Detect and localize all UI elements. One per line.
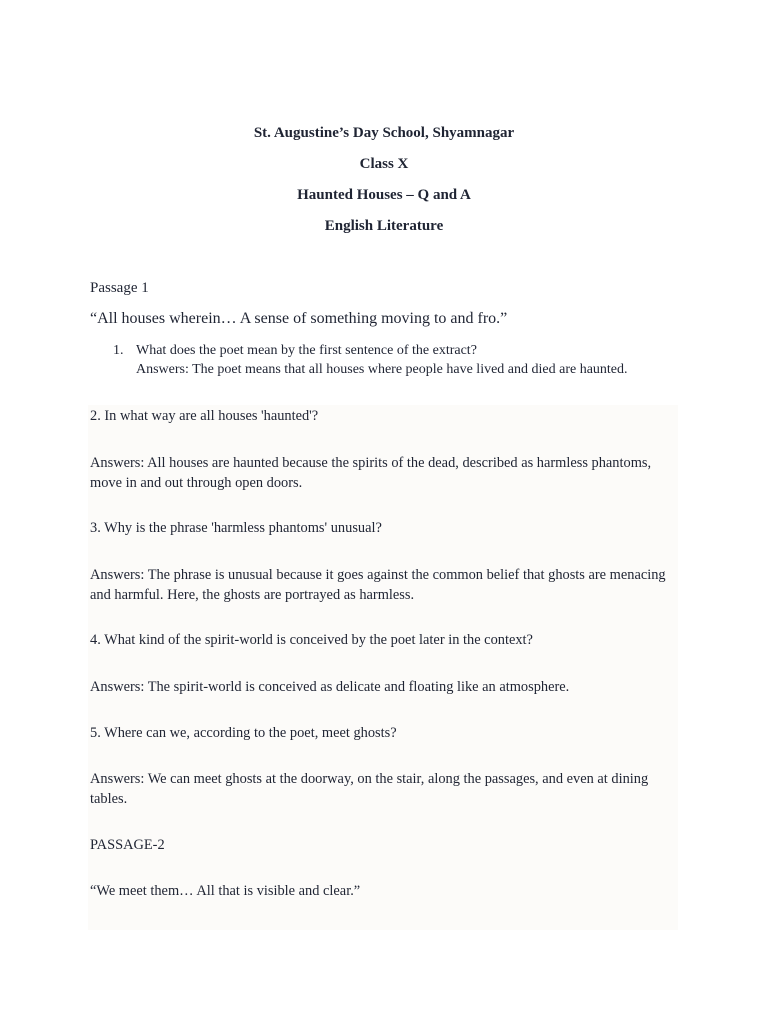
question-3-text: 3. Why is the phrase 'harmless phantoms' unusual? (90, 520, 382, 536)
passage-1-label: Passage 1 (90, 280, 149, 296)
answer-2-text: Answers: All houses are haunted because the spirits of the dead, described as harmless phantoms, move in and out through open doors. (90, 455, 652, 491)
answer-3-text: Answers: The phrase is unusual because it goes against the common belief that ghosts are menacing and harmful. Here, the ghosts are portrayed as harmless. (90, 567, 666, 603)
question-4-text: 4. What kind of the spirit-world is conceived by the poet later in the context? (90, 632, 533, 648)
question-5-text: 5. Where can we, according to the poet, meet ghosts? (90, 725, 397, 741)
passage-1-quote: “All houses wherein… A sense of something moving to and fro.” (90, 310, 508, 327)
question-2-text: 2. In what way are all houses 'haunted'? (90, 408, 319, 424)
school-name: St. Augustine’s Day School, Shyamnagar (253, 125, 515, 141)
question-1-text: What does the poet mean by the first sentence of the extract? (136, 343, 477, 358)
answer-4-text: Answers: The spirit-world is conceived as delicate and floating like an atmosphere. (90, 679, 570, 695)
passage-2-quote: “We meet them… All that is visible and clear.” (90, 883, 361, 899)
class-name: Class X (359, 156, 409, 172)
passage-2-label: PASSAGE-2 (90, 837, 165, 853)
document-title: Haunted Houses – Q and A (297, 187, 471, 203)
answer-1-text: Answers: The poet means that all houses where people have lived and died are haunted. (136, 362, 628, 377)
subject-name: English Literature (324, 218, 444, 234)
question-1-number: 1. (113, 343, 124, 358)
document-header (0, 122, 768, 246)
answer-5-text: Answers: We can meet ghosts at the doorway, on the stair, along the passages, and even at dining tables. (90, 771, 649, 807)
